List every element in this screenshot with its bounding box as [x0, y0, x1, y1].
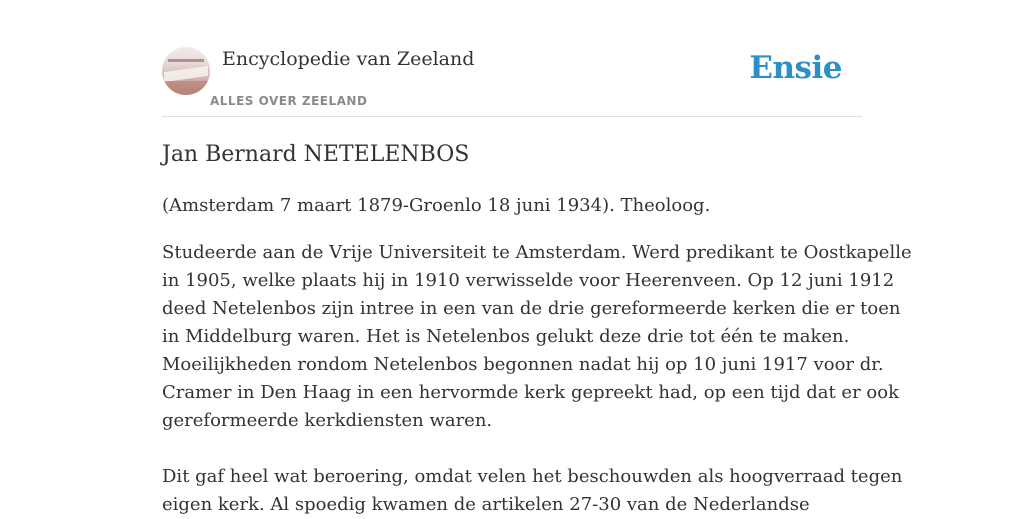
paragraph-line: Cramer in Den Haag in een hervormde kerk gepreekt had, op een tijd dat er ook — [162, 382, 899, 403]
article-title: Jan Bernard NETELENBOS — [162, 142, 470, 167]
paragraph-line: Moeilijkheden rondom Netelenbos begonnen nadat hij op 10 juni 1917 voor dr. — [162, 354, 884, 375]
logo-detail — [168, 59, 204, 62]
site-header — [162, 44, 862, 117]
logo-detail — [164, 66, 208, 82]
article-paragraph-1 — [162, 239, 912, 435]
paragraph-line: eigen kerk. Al spoedig kwamen de artikelen 27-30 van de Nederlandse — [162, 494, 810, 515]
site-logo[interactable] — [162, 47, 210, 95]
article-lede: (Amsterdam 7 maart 1879-Groenlo 18 juni 1934). Theoloog. — [162, 195, 711, 216]
article-paragraph-2 — [162, 463, 903, 519]
article-content — [162, 140, 912, 519]
site-title[interactable]: Encyclopedie van Zeeland — [222, 48, 475, 70]
paragraph-line: Dit gaf heel wat beroering, omdat velen het beschouwden als hoogverraad tegen — [162, 466, 903, 487]
paragraph-line: gereformeerde kerkdiensten waren. — [162, 410, 493, 431]
paragraph-line: in Middelburg waren. Het is Netelenbos gelukt deze drie tot één te maken. — [162, 326, 850, 347]
paragraph-line: deed Netelenbos zijn intree in een van de drie gereformeerde kerken die er toen — [162, 298, 901, 319]
logo-detail — [162, 81, 210, 95]
paragraph-line: in 1905, welke plaats hij in 1910 verwisselde voor Heerenveen. Op 12 juni 1912 — [162, 270, 895, 291]
brand-logo[interactable]: Ensie — [749, 50, 842, 86]
site-tagline: ALLES OVER ZEELAND — [210, 94, 368, 108]
paragraph-line: Studeerde aan de Vrije Universiteit te Amsterdam. Werd predikant te Oostkapelle — [162, 242, 912, 263]
